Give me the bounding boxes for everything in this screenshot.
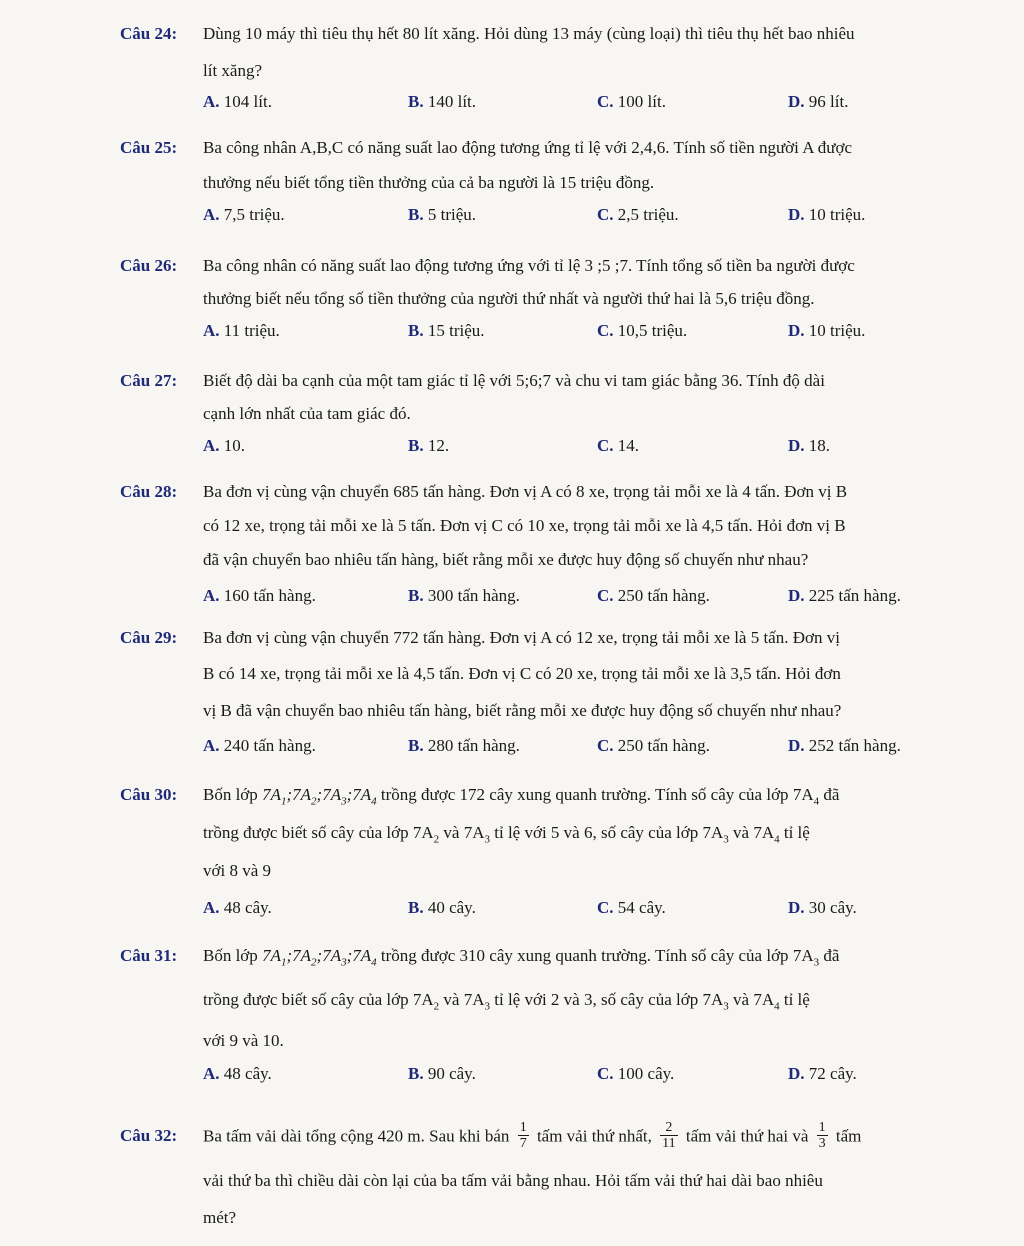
question-label: Câu 25:: [120, 138, 178, 157]
option-b: B. 15 triệu.: [408, 321, 485, 340]
option-a: A. 7,5 triệu.: [203, 205, 285, 224]
option-d: D. 96 lít.: [788, 92, 849, 111]
question-label: Câu 32:: [120, 1126, 178, 1146]
class-list: $7A_1;7A_2;7A_3;7A_4$: [262, 785, 377, 808]
question-label: Câu 28:: [120, 482, 178, 501]
option-d: D. 18.: [788, 436, 831, 455]
option-c: C. 250 tấn hàng.: [597, 736, 710, 755]
option-a: A. 48 cây.: [203, 898, 272, 917]
option-a: A. 240 tấn hàng.: [203, 736, 316, 755]
option-b: B. 40 cây.: [408, 898, 476, 917]
option-d: D. 225 tấn hàng.: [788, 586, 901, 605]
option-d: D. 252 tấn hàng.: [788, 736, 901, 755]
option-a: A. 48 cây.: [203, 1064, 272, 1083]
fraction-2-11: $\frac{2}{11}$: [662, 1120, 676, 1151]
option-c: C. 14.: [597, 436, 640, 455]
fraction-1-3: $\frac{1}{3}$: [818, 1120, 826, 1151]
option-d: D. 10 triệu.: [788, 321, 866, 340]
option-a: A. 11 triệu.: [203, 321, 280, 340]
question-text: Ba đơn vị cùng vận chuyển 685 tấn hàng. Đơn vị A có 8 xe, trọng tải mỗi xe là 4 tấn. Đơn vị B: [203, 482, 848, 501]
option-c: C. 100 lít.: [597, 92, 666, 111]
option-c: C. 10,5 triệu.: [597, 321, 688, 340]
question-label: Câu 27:: [120, 371, 178, 390]
question-label: Câu 30:: [120, 785, 178, 804]
option-a: A. 10.: [203, 436, 246, 455]
option-b: B. 280 tấn hàng.: [408, 736, 520, 755]
question-label: Câu 24:: [120, 24, 178, 43]
option-d: D. 30 cây.: [788, 898, 857, 917]
option-b: B. 90 cây.: [408, 1064, 476, 1083]
question-text: Ba công nhân có năng suất lao động tương ứng với tỉ lệ 3 ;5 ;7. Tính tổng số tiền ba người được: [203, 256, 855, 275]
question-text: vải thứ ba thì chiều dài còn lại của ba tấm vải bằng nhau. Hỏi tấm vải thứ hai dài bao nhiêu: [203, 1171, 823, 1190]
question-label: Câu 31:: [120, 946, 178, 965]
question-text: thưởng biết nếu tổng số tiền thưởng của người thứ nhất và người thứ hai là 5,6 triệu đồng.: [203, 289, 815, 308]
question-label: Câu 29:: [120, 628, 178, 647]
fraction-1-7: $\frac{1}{7}$: [519, 1120, 527, 1151]
worksheet-page: Câu 24: Dùng 10 máy thì tiêu thụ hết 80 lít xăng. Hỏi dùng 13 máy (cùng loại) thì tiêu thụ hết bao nhiêu lít xăng? A. 104 lít. B. 140 lít. C. 100 lít. D. 96 lít. Câu 25: Ba công nhân A,B,C có năng suất lao động tương ứng tỉ lệ với 2,4,6. Tính số tiền người A được thưởng nếu biết tổng tiền thưởng của cả ba người là 15 triệu đồng. A. 7,5 triệu. B. 5 triệu. C. 2,5 triệu. D. 10 triệu. Câu 26: Ba công nhân có năng suất lao động tương ứng với tỉ lệ 3 ;5 ;7. Tính tổng số tiền ba người được thưởng biết nếu tổng số tiền thưởng của người thứ nhất và người thứ hai là 5,6 triệu đồng. A. 11 triệu. B. 15 triệu. C. 10,5 triệu. D. 10 triệu. Câu 27: Biết độ dài ba cạnh của một tam giác tỉ lệ với 5;6;7 và chu vi tam giác bằng 36. Tính độ dài cạnh lớn nhất của tam giác đó. A. 10. B. 12. C. 14. D. 18. Câu 28: Ba đơn vị cùng vận chuyển 685 tấn hàng. Đơn vị A có 8 xe, trọng tải mỗi xe là 4 tấn. Đơn vị B có 12 xe, trọng tải mỗi xe là 5 tấn. Đơn vị C có 10 xe, trọng tải mỗi xe là 4,5 tấn. Hỏi đơn vị B đã vận chuyển bao nhiêu tấn hàng, biết rằng mỗi xe được huy động số chuyến như nhau? A. 160 tấn hàng. B. 300 tấn hàng. C. 250 tấn hàng. D. 225 tấn hàng. Câu 29: Ba đơn vị cùng vận chuyển 772 tấn hàng. Đơn vị A có 12 xe, trọng tải mỗi xe là 5 tấn. Đơn vị B có 14 xe, trọng tải mỗi xe là 4,5 tấn. Đơn vị C có 20 xe, trọng tải mỗi xe là 3,5 tấn. Hỏi đơn vị B đã vận chuyển bao nhiêu tấn hàng, biết rằng mỗi xe được huy động số chuyến như nhau? A. 240 tấn hàng. B. 280 tấn hàng. C. 250 tấn hàng. D. 252 tấn hàng. Câu 30: Bốn lớp $7A_1;7A_2;7A_3;7A_4$ trồng được 172 cây xung quanh trường. Tính số cây của lớp $7A_4$ đã trồng được biết số cây của lớp $7A_2$ và $7A_3$ tỉ lệ với 5 và 6, số cây của lớp $7A_3$ và $7A_4$ tỉ lệ với 8 và 9 A. 48 cây. B. 40 cây. C. 54 cây. D. 30 cây. Câu 31: Bốn lớp $7A_1;7A_2;7A_3;7A_4$ trồng được 310 cây xung quanh trường. Tính số cây của lớp $7A_3$ đã trồng được biết số cây của lớp $7A_2$ và $7A_3$ tỉ lệ với 2 và 3, số cây của lớp $7A_3$ và $7A_4$ tỉ lệ với 9 và 10. A. 48 cây. B. 90 cây. C. 100 cây. D. 72 cây. Câu 32: Ba tấm vải dài tổng cộng 420 m. Sau khi bán $\frac{1}{7}$ tấm vải thứ nhất, $\frac{2}{11}$ tấm vải thứ hai và $\frac{1}{3}$ tấm vải thứ ba thì chiều dài còn lại của ba tấm vải bằng nhau. Hỏi tấm vải thứ hai dài bao nhiêu mét?: [0, 0, 1024, 1246]
question-text: vị B đã vận chuyển bao nhiêu tấn hàng, biết rằng mỗi xe được huy động số chuyến như nhau?: [203, 701, 842, 720]
question-text: Ba công nhân A,B,C có năng suất lao động tương ứng tỉ lệ với 2,4,6. Tính số tiền người A được: [203, 138, 853, 157]
option-b: B. 5 triệu.: [408, 205, 476, 224]
option-b: B. 12.: [408, 436, 450, 455]
option-c: C. 100 cây.: [597, 1064, 675, 1083]
option-b: B. 140 lít.: [408, 92, 477, 111]
question-text: có 12 xe, trọng tải mỗi xe là 5 tấn. Đơn vị C có 10 xe, trọng tải mỗi xe là 4,5 tấn. Hỏi đơn vị B: [203, 516, 846, 535]
question-text: mét?: [203, 1208, 237, 1227]
question-text: cạnh lớn nhất của tam giác đó.: [203, 404, 411, 423]
question-label: Câu 26:: [120, 256, 178, 275]
option-c: C. 2,5 triệu.: [597, 205, 679, 224]
option-c: C. 54 cây.: [597, 898, 666, 917]
option-a: A. 104 lít.: [203, 92, 272, 111]
option-c: C. 250 tấn hàng.: [597, 586, 710, 605]
question-text: Biết độ dài ba cạnh của một tam giác tỉ lệ với 5;6;7 và chu vi tam giác bằng 36. Tính độ dài: [203, 371, 825, 390]
question-text: B có 14 xe, trọng tải mỗi xe là 4,5 tấn. Đơn vị C có 20 xe, trọng tải mỗi xe là 3,5 tấn. Hỏi đơn: [203, 664, 841, 683]
class-list: $7A_1;7A_2;7A_3;7A_4$: [262, 946, 377, 969]
question-text: với 9 và 10.: [203, 1031, 284, 1050]
question-text: với 8 và 9: [203, 861, 272, 880]
option-a: A. 160 tấn hàng.: [203, 586, 316, 605]
question-text: thưởng nếu biết tổng tiền thưởng của cả ba người là 15 triệu đồng.: [203, 173, 655, 192]
question-text: Dùng 10 máy thì tiêu thụ hết 80 lít xăng. Hỏi dùng 13 máy (cùng loại) thì tiêu thụ hết bao nhiêu: [203, 24, 855, 43]
option-d: D. 10 triệu.: [788, 205, 866, 224]
question-text: lít xăng?: [203, 61, 263, 80]
question-text: Ba đơn vị cùng vận chuyển 772 tấn hàng. Đơn vị A có 12 xe, trọng tải mỗi xe là 5 tấn. Đơn vị: [203, 628, 840, 647]
option-b: B. 300 tấn hàng.: [408, 586, 520, 605]
question-text: đã vận chuyển bao nhiêu tấn hàng, biết rằng mỗi xe được huy động số chuyến như nhau?: [203, 550, 809, 569]
option-d: D. 72 cây.: [788, 1064, 857, 1083]
